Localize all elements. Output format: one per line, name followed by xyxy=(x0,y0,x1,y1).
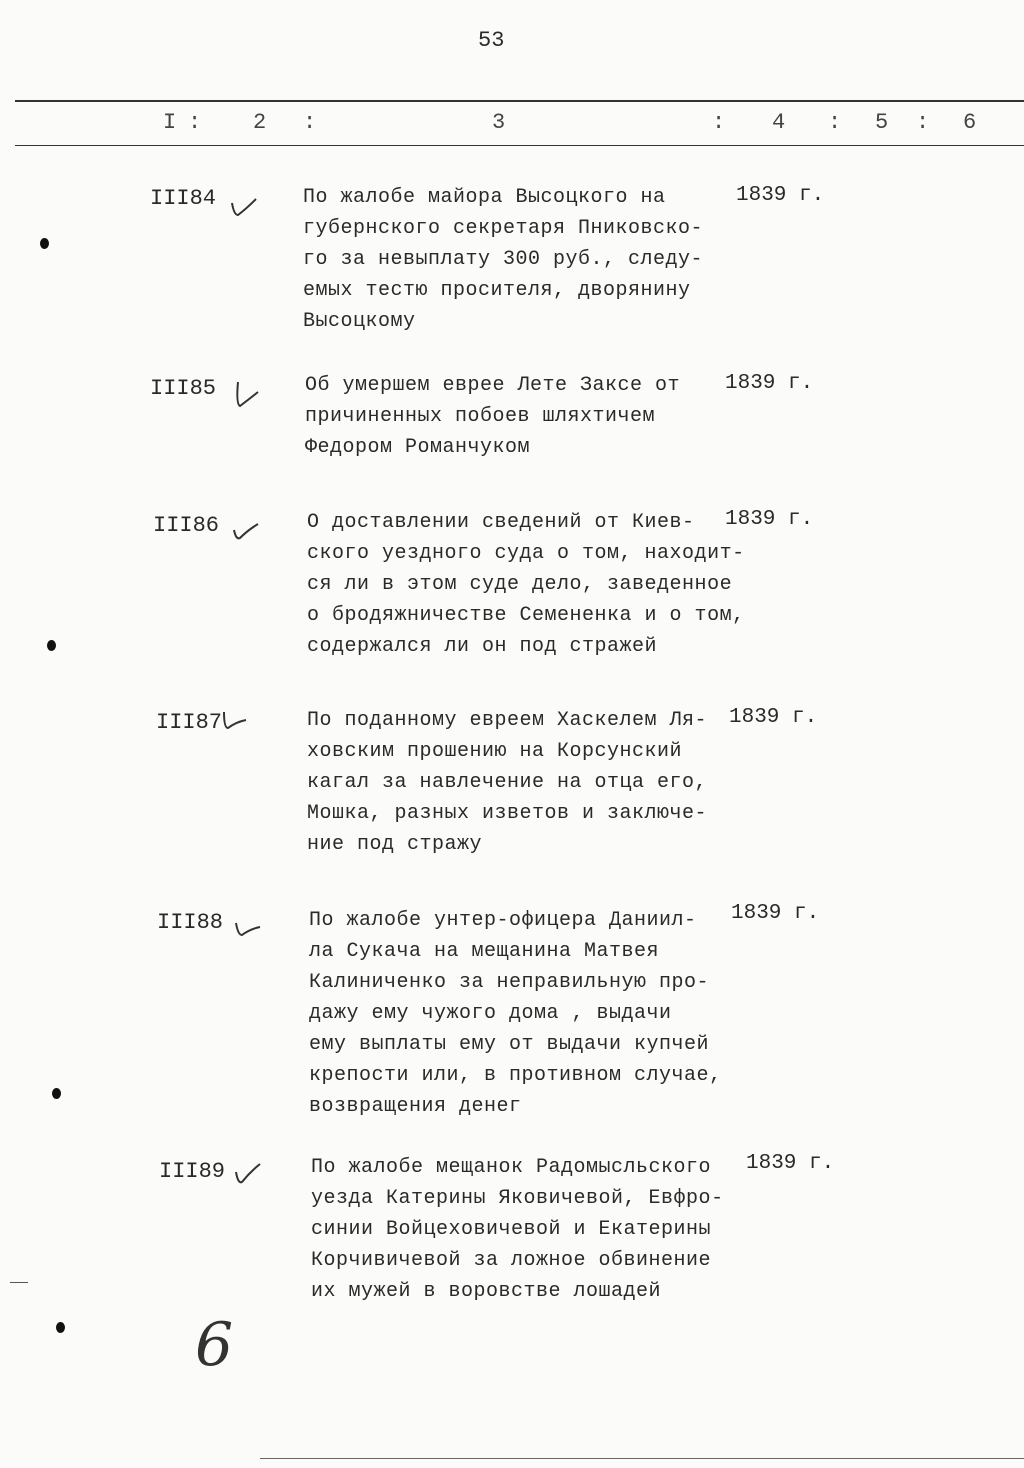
page-number: 53 xyxy=(478,28,505,53)
handwritten-sheet-number: 6 xyxy=(195,1310,234,1380)
entry-description: По жалобе мещанок Радомысльского уезда Катерины Яковичевой, Евфро- синии Войцеховичевой и Екатерины Корчивичевой за ложное обвинение их мужей в воровстве лошадей xyxy=(311,1156,724,1303)
column-header-3: 3 xyxy=(492,110,506,135)
column-separator: : xyxy=(712,110,726,135)
header-top-rule xyxy=(15,100,1024,102)
entry-description: Об умершем еврее Лете Заксе от причиненных побоев шляхтичем Федором Романчуком xyxy=(305,374,681,459)
column-header-1: I xyxy=(163,110,177,135)
binder-hole-mark xyxy=(56,1322,65,1333)
column-header-4: 4 xyxy=(772,110,786,135)
margin-mark xyxy=(10,1282,28,1283)
entry-number: III84 xyxy=(150,186,217,211)
entry-description: По жалобе унтер-офицера Даниил- ла Сукача на мещанина Матвея Калиниченко за неправильную про- дажу ему чужого дома , выдачи ему выплаты ему от выдачи купчей крепости или, в противном случае, возвращения денег xyxy=(309,909,722,1118)
column-header-6: 6 xyxy=(963,110,977,135)
entry-date: 1839 г. xyxy=(736,184,825,207)
entry-date: 1839 г. xyxy=(725,508,814,531)
checkmark-icon xyxy=(218,708,250,736)
entry-date: 1839 г. xyxy=(725,372,814,395)
checkmark-icon xyxy=(232,1160,264,1188)
checkmark-icon xyxy=(232,915,264,939)
entry-number: III86 xyxy=(153,513,220,538)
entry-number: III88 xyxy=(157,910,224,935)
entry-description: По жалобе майора Высоцкого на губернского секретаря Пниковско- го за невыплату 300 руб., следу- емых тестю просителя, дворянину Высоцкому xyxy=(303,186,704,333)
column-separator: : xyxy=(916,110,930,135)
bottom-edge-line xyxy=(260,1458,1024,1459)
entry-number: III85 xyxy=(150,376,217,401)
column-separator: : xyxy=(828,110,842,135)
binder-hole-mark xyxy=(47,640,56,651)
entry-number: III89 xyxy=(159,1159,226,1184)
entry-description: По поданному евреем Хаскелем Ля- ховским прошению на Корсунский кагал за навлечение на отца его, Мошка, разных изветов и заключе- ние под стражу xyxy=(307,709,708,856)
binder-hole-mark xyxy=(52,1088,61,1099)
checkmark-icon xyxy=(230,378,262,410)
checkmark-icon xyxy=(228,195,260,219)
entry-date: 1839 г. xyxy=(729,706,818,729)
column-separator: : xyxy=(303,110,317,135)
entry-number: III87 xyxy=(156,710,223,735)
column-header-5: 5 xyxy=(875,110,889,135)
column-header-2: 2 xyxy=(253,110,267,135)
entry-description: О доставлении сведений от Киев- ского уездного суда о том, находит- ся ли в этом суде дело, заведенное о бродяжничестве Семененка и о том, содержался ли он под стражей xyxy=(307,511,745,658)
binder-hole-mark xyxy=(40,238,49,249)
entry-date: 1839 г. xyxy=(731,902,820,925)
entry-date: 1839 г. xyxy=(746,1152,835,1175)
column-separator: : xyxy=(188,110,202,135)
checkmark-icon xyxy=(230,518,262,542)
header-bottom-rule xyxy=(15,145,1024,146)
